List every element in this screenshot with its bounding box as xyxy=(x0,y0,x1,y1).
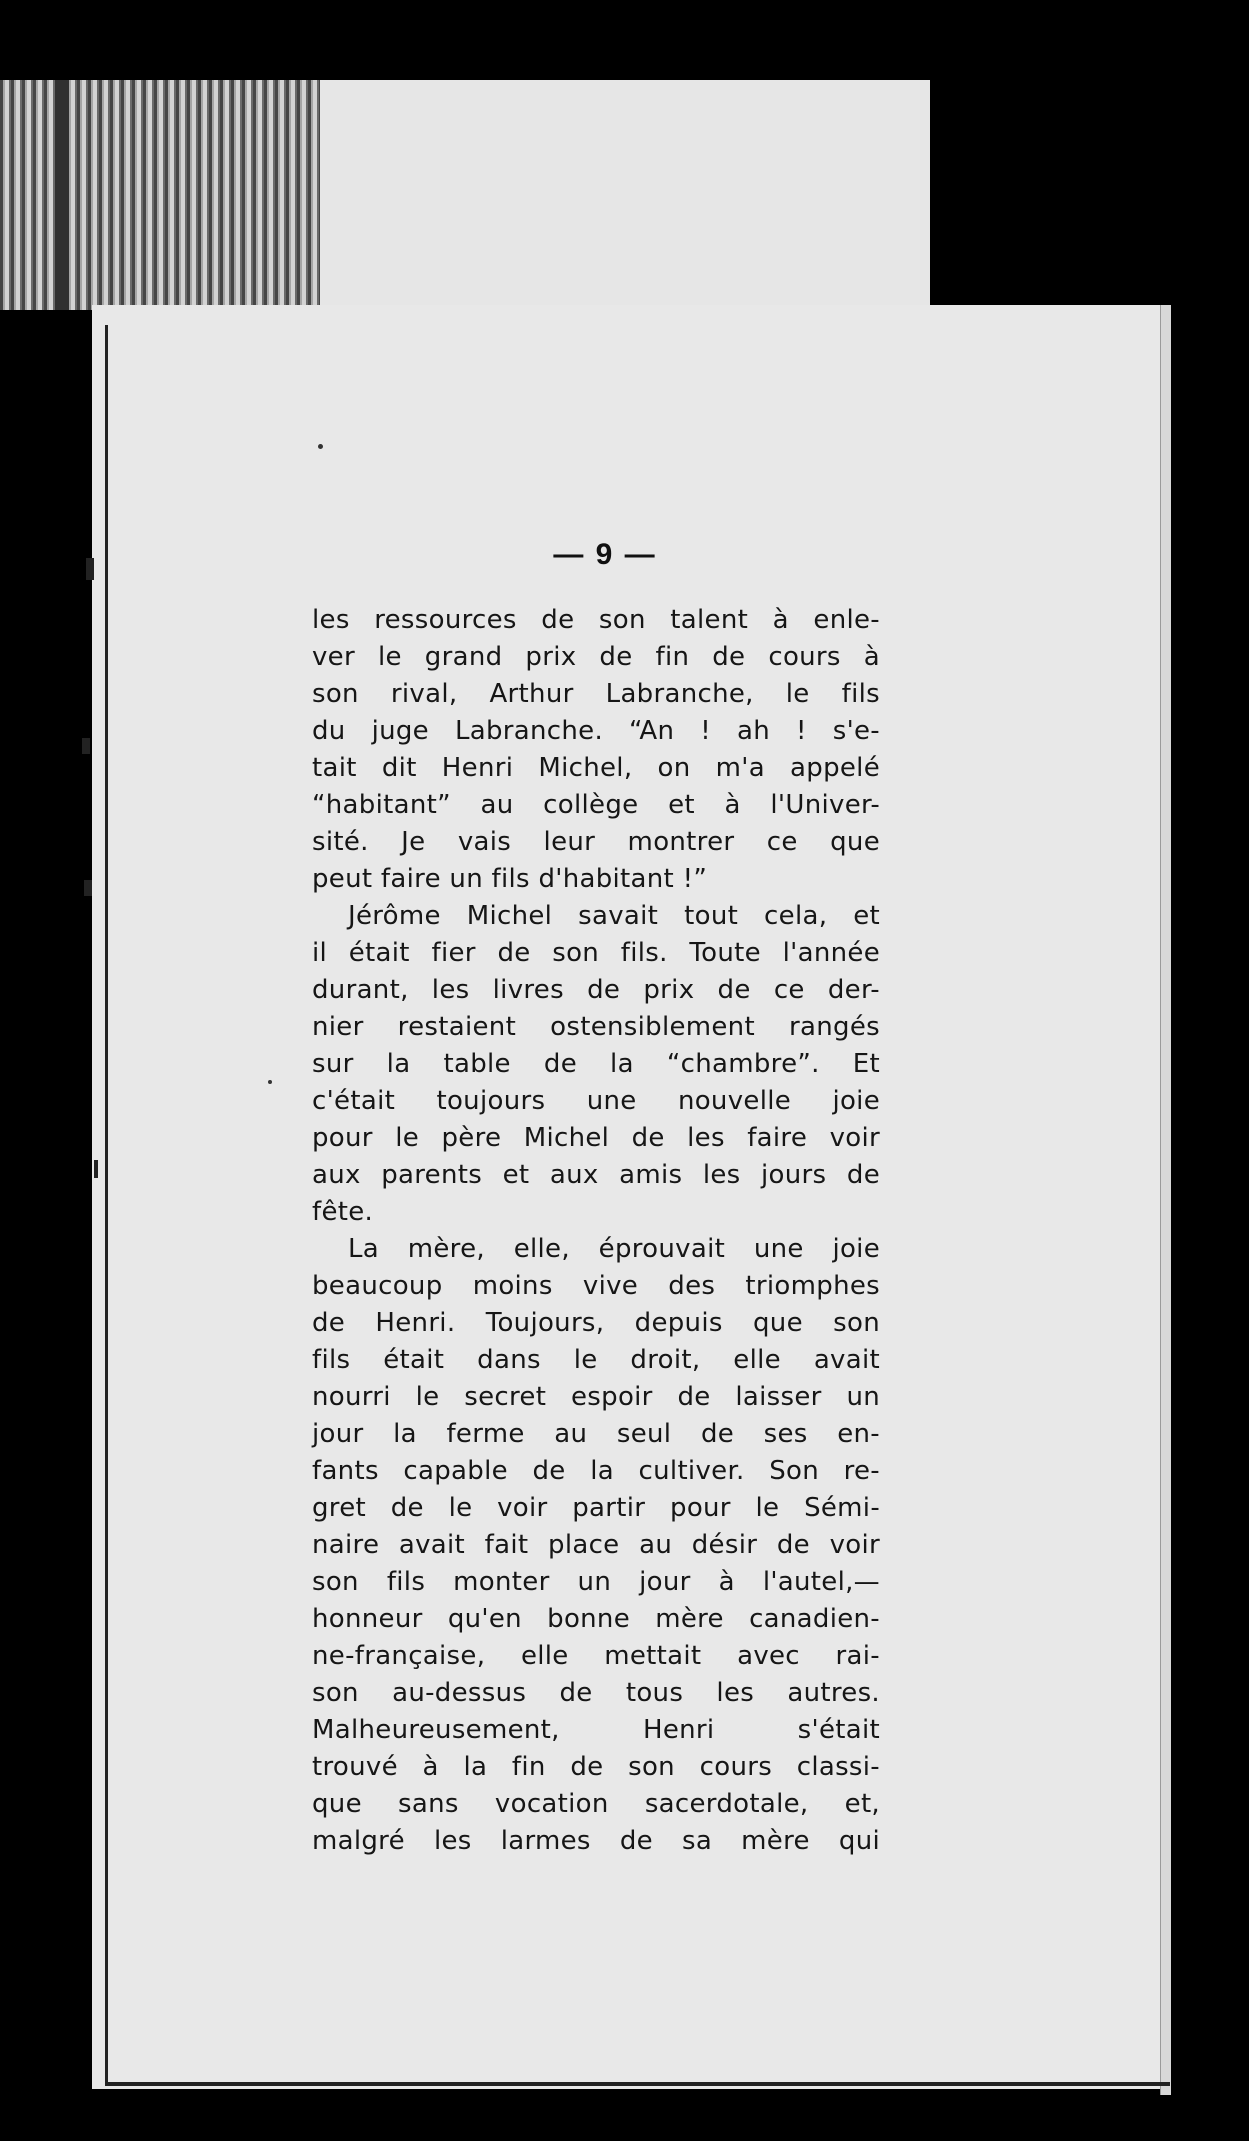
text-line: fants capable de la cultiver. Son re- xyxy=(312,1456,880,1486)
text-line: il était fier de son fils. Toute l'année xyxy=(312,938,880,968)
margin-mark xyxy=(86,558,94,580)
margin-mark xyxy=(82,738,90,754)
text-line: Jérôme Michel savait tout cela, et xyxy=(348,901,880,931)
text-line: naire avait fait place au désir de voir xyxy=(312,1530,880,1560)
text-line: ver le grand prix de fin de cours à xyxy=(312,642,880,672)
text-line: sité. Je vais leur montrer ce que xyxy=(312,827,880,857)
text-line: jour la ferme au seul de ses en- xyxy=(312,1419,880,1449)
scan-speck xyxy=(268,1080,272,1084)
text-line: son fils monter un jour à l'autel,— xyxy=(312,1567,880,1597)
body-text xyxy=(312,602,880,1860)
text-line: malgré les larmes de sa mère qui xyxy=(312,1826,880,1856)
scan-margin-texture xyxy=(0,80,320,310)
text-line: La mère, elle, éprouvait une joie xyxy=(348,1234,880,1264)
text-line: beaucoup moins vive des triomphes xyxy=(312,1271,880,1301)
text-line: honneur qu'en bonne mère canadien- xyxy=(312,1604,880,1634)
text-line: fils était dans le droit, elle avait xyxy=(312,1345,880,1375)
text-line: durant, les livres de prix de ce der- xyxy=(312,975,880,1005)
page-right-edge xyxy=(1160,305,1171,2095)
page-left-edge xyxy=(105,325,108,2085)
text-line: fête. xyxy=(312,1197,374,1227)
text-line: tait dit Henri Michel, on m'a appelé xyxy=(312,753,880,783)
text-line: “habitant” au collège et à l'Univer- xyxy=(312,790,880,820)
text-line: aux parents et aux amis les jours de xyxy=(312,1160,880,1190)
text-line: de Henri. Toujours, depuis que son xyxy=(312,1308,880,1338)
text-line: trouvé à la fin de son cours classi- xyxy=(312,1752,880,1782)
text-line: Malheureusement, Henri s'était xyxy=(312,1715,880,1745)
text-line: gret de le voir partir pour le Sémi- xyxy=(312,1493,880,1523)
scan-speck xyxy=(318,444,323,449)
text-line: du juge Labranche. “An ! ah ! s'e- xyxy=(312,716,880,746)
text-line: nier restaient ostensiblement rangés xyxy=(312,1012,880,1042)
text-line: son rival, Arthur Labranche, le fils xyxy=(312,679,880,709)
text-line: ne-française, elle mettait avec rai- xyxy=(312,1641,880,1671)
page-bottom-edge xyxy=(105,2082,1170,2086)
text-line: son au-dessus de tous les autres. xyxy=(312,1678,880,1708)
text-line: pour le père Michel de les faire voir xyxy=(312,1123,880,1153)
margin-mark xyxy=(84,880,92,896)
text-line: nourri le secret espoir de laisser un xyxy=(312,1382,880,1412)
text-line: sur la table de la “chambre”. Et xyxy=(312,1049,880,1079)
text-line: peut faire un fils d'habitant !” xyxy=(312,864,708,894)
text-line: les ressources de son talent à enle- xyxy=(312,605,880,635)
margin-mark xyxy=(94,1160,98,1178)
page-number: — 9 — xyxy=(553,538,657,571)
text-line: c'était toujours une nouvelle joie xyxy=(312,1086,880,1116)
text-line: que sans vocation sacerdotale, et, xyxy=(312,1789,880,1819)
